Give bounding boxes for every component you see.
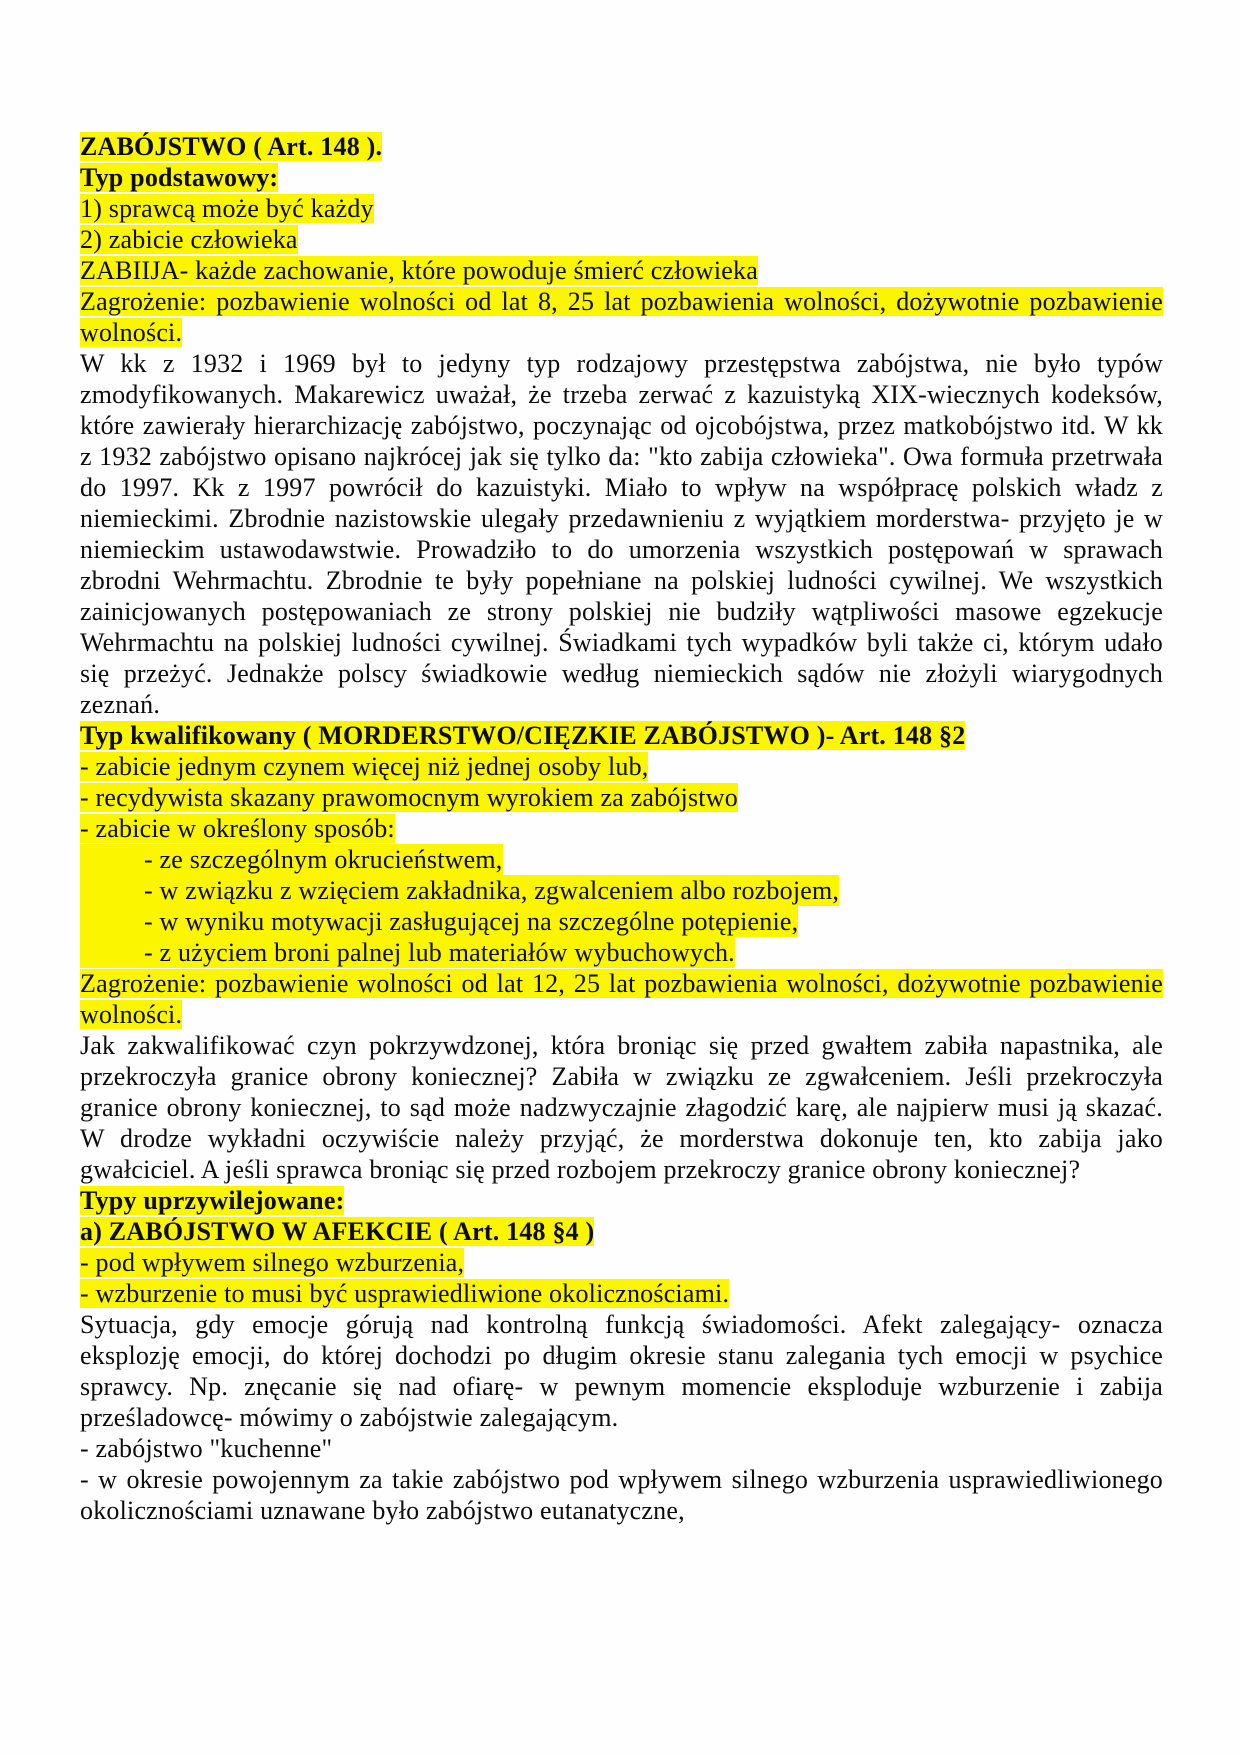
title-heading	[80, 131, 1163, 162]
list-item	[80, 813, 1163, 844]
paragraph-case-discussion	[80, 1030, 1163, 1185]
highlighted-text: Zagrożenie: pozbawienie wolności od lat 12, 25 lat pozbawienia wolności, dożywotnie pozbawienie wolności.	[80, 969, 1163, 1029]
text: W kk z 1932 i 1969 był to jedyny typ rodzajowy przestępstwa zabójstwa, nie było typów zmodyfikowanych. Makarewicz uważał, że trzeba zerwać z kazuistyką XIX-wiecznych kodeksów, które zawierały hierarchizację zabójstwo, poczynając od ojcobójstwa, przez matkobójstwo itd. W kk z 1932 zabójstwo opisano najkrócej jak się tylko da: "kto zabija człowieka". Owa formuła przetrwała do 1997. Kk z 1997 powrócił do kazuistyki. Miało to wpływ na współpracę polskich władz z niemieckimi. Zbrodnie nazistowskie ulegały przedawnieniu z wyjątkiem morderstwa- przyjęto je w niemieckim ustawodawstwie. Prowadziło to do umorzenia wszystkich postępowań w sprawach zbrodni Wehrmachtu. Zbrodnie te były popełniane na polskiej ludności cywilnej. We wszystkich zainicjowanych postępowaniach ze strony polskiej nie budziły wątpliwości masowe egzekucje Wehrmachtu na polskiej ludności cywilnej. Świadkami tych wypadków byli także ci, którym udało się przeżyć. Jednakże polscy świadkowie według niemieckich sądów nie złożyli wiarygodnych zeznań.	[80, 349, 1163, 719]
highlighted-text: - ze szczególnym okrucieństwem,	[80, 844, 503, 875]
text: - zabójstwo "kuchenne"	[80, 1434, 333, 1463]
highlighted-text: ZABÓJSTWO ( Art. 148 ).	[80, 132, 383, 161]
sub-list-item	[80, 937, 1163, 968]
list-item	[80, 751, 1163, 782]
highlighted-text: - w związku z wzięciem zakładnika, zgwalceniem albo rozbojem,	[80, 875, 839, 906]
highlighted-text: ZABIIJA- każde zachowanie, które powoduje śmierć człowieka	[80, 256, 758, 285]
definition-line	[80, 255, 1163, 286]
sub-list-item	[80, 875, 1163, 906]
sub-list-item	[80, 906, 1163, 937]
highlighted-text: 1) sprawcą może być każdy	[80, 194, 374, 223]
highlighted-text: Typ kwalifikowany ( MORDERSTWO/CIĘZKIE ZABÓJSTWO )- Art. 148 §2	[80, 721, 966, 750]
list-item	[80, 193, 1163, 224]
paragraph-powojenny	[80, 1464, 1163, 1526]
paragraph-history	[80, 348, 1163, 720]
text: Sytuacja, gdy emocje górują nad kontrolną funkcją świadomości. Afekt zalegający- oznacza eksplozję emocji, do której dochodzi po długim okresie stanu zalegania tych emocji w psychice sprawcy. Np. znęcanie się nad ofiarę- w pewnym momencie eksploduje wzburzenie i zabija prześladowcę- mówimy o zabójstwie zalegającym.	[80, 1310, 1163, 1432]
sanction-note	[80, 286, 1163, 348]
highlighted-text: Zagrożenie: pozbawienie wolności od lat 8, 25 lat pozbawienia wolności, dożywotnie pozbawienie wolności.	[80, 287, 1163, 347]
sanction-note	[80, 968, 1163, 1030]
highlighted-text: - zabicie jednym czynem więcej niż jednej osoby lub,	[80, 752, 649, 781]
highlighted-text: - recydywista skazany prawomocnym wyrokiem za zabójstwo	[80, 783, 738, 812]
highlighted-text: Typ podstawowy:	[80, 163, 279, 192]
highlighted-text: - z użyciem broni palnej lub materiałów wybuchowych.	[80, 937, 735, 968]
section-heading-typ-podstawowy	[80, 162, 1163, 193]
highlighted-text: - w wyniku motywacji zasługującej na szczególne potępienie,	[80, 906, 798, 937]
paragraph-afekt	[80, 1309, 1163, 1433]
highlighted-text: - pod wpływem silnego wzburzenia,	[80, 1248, 465, 1277]
list-item	[80, 1433, 1163, 1464]
highlighted-text: - zabicie w określony sposób:	[80, 814, 395, 843]
highlighted-text: Typy uprzywilejowane:	[80, 1186, 345, 1215]
sub-list-item	[80, 844, 1163, 875]
text: - w okresie powojennym za takie zabójstwo pod wpływem silnego wzburzenia usprawiedliwionego okolicznościami uznawane było zabójstwo eutanatyczne,	[80, 1465, 1163, 1525]
list-item	[80, 782, 1163, 813]
list-item	[80, 1278, 1163, 1309]
section-heading-typy-uprzywilejowane	[80, 1185, 1163, 1216]
list-item	[80, 1247, 1163, 1278]
highlighted-text: a) ZABÓJSTWO W AFEKCIE ( Art. 148 §4 )	[80, 1217, 595, 1246]
text: Jak zakwalifikować czyn pokrzywdzonej, która broniąc się przed gwałtem zabiła napastnika, ale przekroczyła granice obrony koniecznej? Zabiła w związku ze zgwałceniem. Jeśli przekroczyła granice obrony koniecznej, to sąd może nadzwyczajnie złagodzić karę, ale najpierw musi ją skazać. W drodze wykładni oczywiście należy przyjąć, że morderstwa dokonuje ten, kto zabija jako gwałciciel. A jeśli sprawca broniąc się przed rozbojem przekroczy granice obrony koniecznej?	[80, 1031, 1163, 1184]
highlighted-text: - wzburzenie to musi być usprawiedliwione okolicznościami.	[80, 1279, 730, 1308]
section-heading-zabojstwo-w-afekcie	[80, 1216, 1163, 1247]
list-item	[80, 224, 1163, 255]
highlighted-text: 2) zabicie człowieka	[80, 225, 298, 254]
section-heading-typ-kwalifikowany	[80, 720, 1163, 751]
